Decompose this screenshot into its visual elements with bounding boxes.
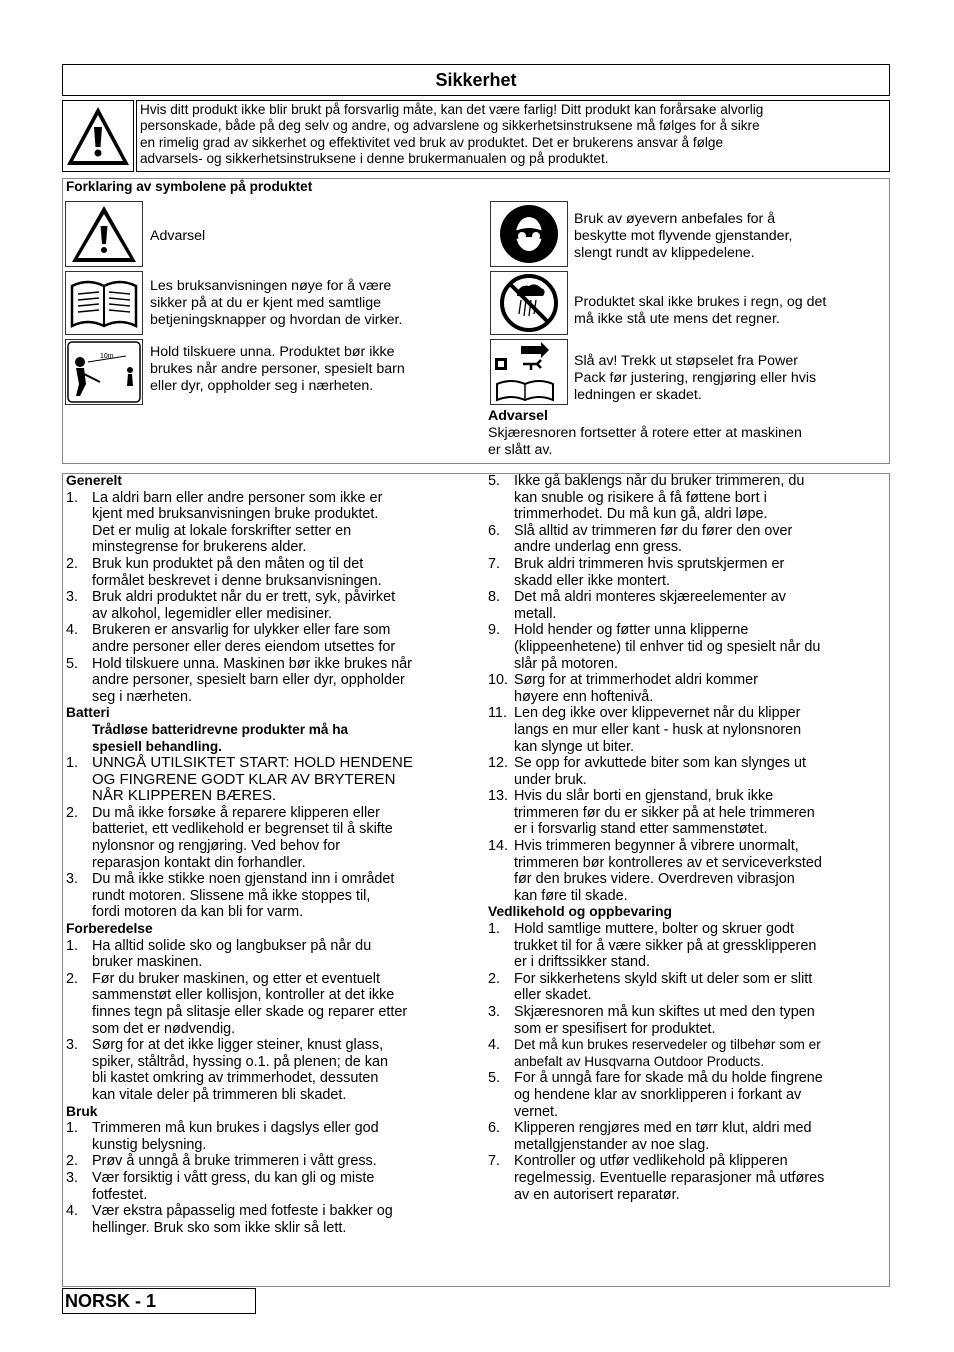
eye-protection-icon [490, 201, 568, 267]
list-item: 3. Skjæresnoren må kun skiftes ut med den typen som er spesifisert for produktet. [488, 1004, 815, 1037]
list-item: 9. Hold hender og føtter unna klipperne (klippeenhetene) til enhver tid og spesielt når du slår på motoren. [488, 622, 821, 672]
list-item: 4. Det må kun brukes reservedeler og tilbehør som er anbefalt av Husqvarna Outdoor Products. [488, 1037, 821, 1069]
list-item: 2. Før du bruker maskinen, og etter et eventuelt sammenstøt eller kollisjon, kontroller at det ikke finnes tegn på slitasje eller skade og reparer etter som det er nødvendig. [66, 970, 408, 1037]
symbol-text-eye-protection: Bruk av øyevern anbefales for å beskytte mot flyvende gjenstander, slengt rundt av klippedelene. [574, 211, 793, 261]
symbol-text-bystanders: Hold tilskuere unna. Produktet bør ikke brukes når andre personer, spesielt barn eller dyr, oppholder seg i nærheten. [150, 344, 405, 394]
battery-subheading: Trådløse batteridrevne produkter må ha spesiell behandling. [92, 721, 349, 754]
list-item: 2. Bruk kun produktet på den måten og til det formålet beskrevet i denne bruksanvisningen. [66, 555, 382, 589]
list-item: 5. For å unngå fare for skade må du holde fingrene og hendene klar av snorklipperen i forkant av vernet. [488, 1070, 823, 1120]
list-item: 6. Klipperen rengjøres med en tørr klut, aldri med metallgjenstander av noe slag. [488, 1120, 812, 1153]
preparation-heading: Forberedelse [66, 921, 153, 937]
list-item: 2. Du må ikke forsøke å reparere klipperen eller batteriet, ett vedlikehold er begrenset til å skifte nylonsnor og rengjøring. Ved behov for reparasjon kontakt din forhandler. [66, 804, 393, 871]
use-heading: Bruk [66, 1103, 98, 1119]
maintenance-heading: Vedlikehold og oppbevaring [488, 904, 672, 920]
unplug-icon [490, 339, 568, 405]
list-item: 1. UNNGÅ UTILSIKTET START: HOLD HENDENE OG FINGRENE GODT KLAR AV BRYTEREN NÅR KLIPPEREN BÆRES. [66, 754, 413, 805]
list-item: 7. Bruk aldri trimmeren hvis sprutskjermen er skadd eller ikke montert. [488, 555, 785, 589]
list-item: 1. Ha alltid solide sko og langbukser på når du bruker maskinen. [66, 937, 372, 971]
instructions-left-column [66, 473, 466, 1236]
general-heading: Generelt [66, 473, 122, 488]
battery-heading: Batteri [66, 705, 110, 721]
list-item: 3. Vær forsiktig i vått gress, du kan gli og miste fotfestet. [66, 1169, 375, 1203]
page-title: Sikkerhet [62, 64, 890, 96]
warning-triangle-icon [65, 201, 143, 267]
warning-triangle-icon [62, 100, 134, 172]
list-item: 1. La aldri barn eller andre personer som ikke er kjent med bruksanvisningen bruke produktet. Det er mulig at lokale forskrifter setter en minstegrense for brukerens alder. [66, 489, 383, 556]
list-item: 8. Det må aldri monteres skjæreelementer av metall. [488, 589, 786, 622]
symbol-text-unplug: Slå av! Trekk ut støpselet fra Power Pack før justering, rengjøring eller hvis ledningen er skadet. [574, 353, 817, 403]
list-item: 14. Hvis trimmeren begynner å vibrere unormalt, trimmeren bør kontrolleres av et serviceverksted før den brukes videre. Overdreven vibrasjon kan føre til skade. [488, 838, 822, 904]
list-item: 10. Sørg for at trimmerhodet aldri kommer høyere enn hoftenivå. [488, 672, 758, 705]
list-item: 5. Ikke gå baklengs når du bruker trimmeren, du kan snuble og risikere å få føttene bort i trimmerhodet. Du må kun gå, aldri løpe. [488, 473, 805, 523]
intro-warning-text: Hvis ditt produkt ikke blir brukt på forsvarlig måte, kan det være farlig! Ditt produkt kan forårsake alvorlig personskade, både på deg selv og andre, og advarslene og sikkerhetsinstruksene må følges for å sikre en rimelig grad av sikkerhet og effektivitet ved bruk av produktet. Det er brukerens ansvar å følge advarsels- og sikkerhetsinstruksene i denne brukermanualen og på produktet. [136, 100, 890, 172]
keep-distance-icon [65, 339, 143, 405]
list-item: 11. Len deg ikke over klippevernet når du klipper langs en mur eller kant - husk at nylonsnoren kan slynge ut biter. [488, 705, 802, 755]
no-rain-icon [490, 271, 568, 335]
symbols-warning-text: Skjæresnoren fortsetter å rotere etter at maskinen er slått av. [488, 425, 802, 458]
list-item: 7. Kontroller og utfør vedlikehold på klipperen regelmessig. Eventuelle reparasjoner må utføres av en autorisert reparatør. [488, 1153, 825, 1203]
list-item: 3. Bruk aldri produktet når du er trett, syk, påvirket av alkohol, legemidler eller medisiner. [66, 589, 396, 622]
symbol-text-no-rain: Produktet skal ikke brukes i regn, og det må ikke stå ute mens det regner. [574, 294, 827, 327]
list-item: 3. Sørg for at det ikke ligger steiner, knust glass, spiker, ståltråd, hyssing o.1. på plenen; de kan bli kastet omkring av trimmerhodet, dessuten kan vitale deler på trimmeren bli skadet. [66, 1037, 388, 1103]
symbol-text-manual: Les bruksanvisningen nøye for å være sikker på at du er kjent med samtlige betjeningsknapper og hvordan de virker. [150, 278, 403, 328]
list-item: 2. Prøv å unngå å bruke trimmeren i vått gress. [66, 1153, 377, 1170]
open-manual-icon [65, 271, 143, 335]
symbols-heading: Forklaring av symbolene på produktet [66, 179, 313, 194]
list-item: 4. Vær ekstra påpasselig med fotfeste i bakker og hellinger. Bruk sko som ikke sklir så lett. [66, 1203, 393, 1236]
list-item: 5. Hold tilskuere unna. Maskinen bør ikke brukes når andre personer, spesielt barn eller dyr, oppholder seg i nærheten. [66, 655, 412, 705]
page-footer-label: NORSK - 1 [62, 1288, 256, 1314]
list-item: 13. Hvis du slår borti en gjenstand, bruk ikke trimmeren før du er sikker på at hele trimmeren er i forsvarlig stand etter sammenstøtet. [488, 788, 815, 838]
distance-label: 10m [100, 353, 114, 360]
list-item: 12. Se opp for avkuttede biter som kan slynges ut under bruk. [488, 755, 806, 788]
instructions-right-column [488, 473, 888, 1203]
symbols-warning-title: Advarsel [488, 408, 548, 424]
symbol-text-warning: Advarsel [150, 228, 206, 244]
list-item: 4. Brukeren er ansvarlig for ulykker eller fare som andre personer eller deres eiendom utsettes for [66, 622, 396, 655]
list-item: 3. Du må ikke stikke noen gjenstand inn i området rundt motoren. Slissene må ikke stoppes til, fordi motoren da kan bli for varm. [66, 871, 395, 921]
list-item: 1. Trimmeren må kun brukes i dagslys eller god kunstig belysning. [66, 1120, 379, 1153]
list-item: 1. Hold samtlige muttere, bolter og skruer godt trukket til for å være sikker på at gressklipperen er i driftssikker stand. [488, 921, 817, 971]
list-item: 6. Slå alltid av trimmeren før du fører den over andre underlag enn gress. [488, 522, 793, 556]
list-item: 2. For sikkerhetens skyld skift ut deler som er slitt eller skadet. [488, 970, 813, 1004]
